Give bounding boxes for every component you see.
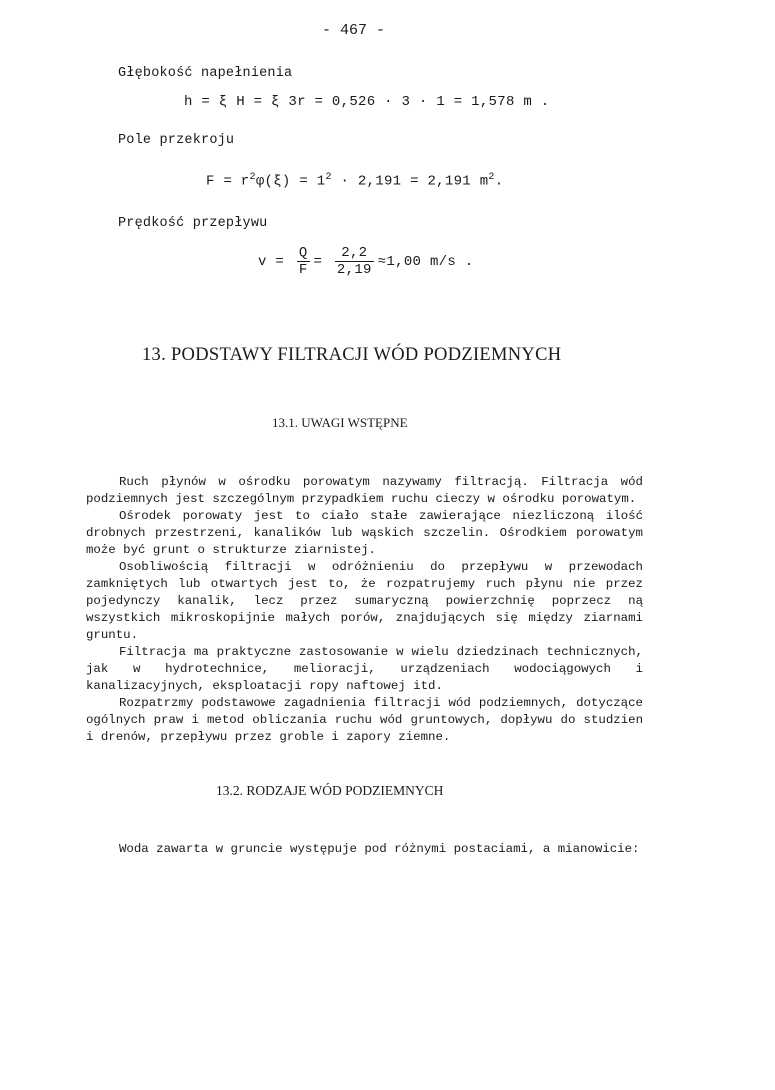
section-13-2-body <box>86 841 643 858</box>
label-area: Pole przekroju <box>118 133 235 148</box>
section-heading-13-2: 13.2. RODZAJE WÓD PODZIEMNYCH <box>216 783 444 798</box>
paragraph: Rozpatrzmy podstawowe zagadnienia filtracji wód podziemnych, dotyczące ogólnych praw i metod obliczania ruchu wód gruntowych, dopływu do studzien i drenów, przepływu przez groble i zapory ziemne. <box>86 696 643 744</box>
fraction-values <box>335 245 374 278</box>
fraction-numerator: 2,2 <box>335 245 374 262</box>
equation-velocity <box>258 245 473 278</box>
area-exponent-3: 2 <box>488 172 495 183</box>
fraction-numerator: Q <box>298 245 308 261</box>
velocity-equals: = <box>313 254 323 271</box>
paragraph: Filtracja ma praktyczne zastosowanie w wielu dziedzinach technicznych, jak w hydrotechnice, melioracji, urządzeniach wodociągowych i kanalizacyjnych, eksploatacji ropy naftowej itd. <box>86 645 643 693</box>
paragraph: Ruch płynów w ośrodku porowatym nazywamy filtracją. Filtracja wód podziemnych jest szczególnym przypadkiem ruchu cieczy w ośrodku porowatym. <box>86 475 643 506</box>
chapter-heading: 13. PODSTAWY FILTRACJI WÓD PODZIEMNYCH <box>142 345 562 365</box>
fraction-denominator: 2,19 <box>336 262 372 278</box>
paragraph: Ośrodek porowaty jest to ciało stałe zawierające niezliczoną ilość drobnych przestrzeni, kanalików lub wąskich szczelin. Ośrodkiem porowatym może być grunt o strukturze ziarnistej. <box>86 509 643 557</box>
label-velocity: Prędkość przepływu <box>118 216 268 231</box>
velocity-result: ≈1,00 m/s . <box>377 254 474 271</box>
label-depth: Głębokość napełnienia <box>118 66 293 81</box>
area-lhs: F = r <box>206 173 250 190</box>
area-mid: φ(ξ) = 1 <box>255 173 326 190</box>
paragraph: Osobliwością filtracji w odróżnieniu do przepływu w przewodach zamkniętych lub otwartych jest to, że rozpatrujemy ruch płynu nie przez pojedynczy kanalik, lecz przez sumaryczną powierzchnię poprzecz ną wszystkich mikroskopijnie małych porów, znajdujących się między ziarnami gruntu. <box>86 560 643 642</box>
section-13-1-body <box>86 474 643 746</box>
area-end: . <box>494 173 504 190</box>
page-number: - 467 - <box>322 22 386 39</box>
paragraph: Woda zawarta w gruncie występuje pod różnymi postaciami, a mianowicie: <box>119 842 640 856</box>
area-rhs: · 2,191 = 2,191 m <box>331 173 489 190</box>
equation-area <box>206 172 503 190</box>
velocity-lhs: v = <box>258 254 285 271</box>
fraction-denominator: F <box>298 262 308 278</box>
area-exponent-1: 2 <box>249 172 256 183</box>
area-exponent-2: 2 <box>325 172 332 183</box>
fraction-q-over-f <box>297 245 310 278</box>
section-heading-13-1: 13.1. UWAGI WSTĘPNE <box>272 415 408 430</box>
equation-depth: h = ξ H = ξ 3r = 0,526 · 3 · 1 = 1,578 m . <box>184 94 550 110</box>
